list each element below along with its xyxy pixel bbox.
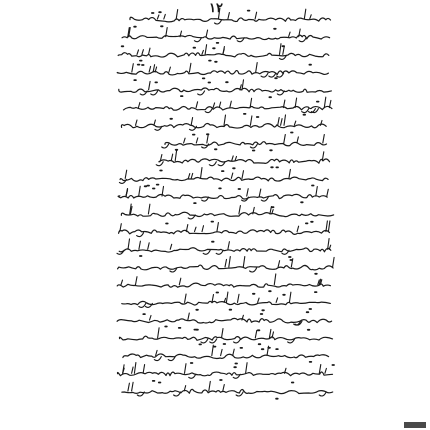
pen-mark: [149, 48, 151, 54]
pen-mark: [136, 120, 138, 125]
handwritten-line: [124, 106, 332, 110]
library-stamp: [404, 422, 426, 428]
pen-mark: [185, 294, 187, 302]
handwritten-line: [119, 248, 331, 252]
pen-mark: [164, 14, 166, 19]
pen-mark: [149, 81, 151, 90]
pen-mark: [191, 173, 193, 178]
pen-mark: [188, 313, 190, 320]
pen-mark: [185, 364, 187, 374]
pen-mark: [222, 329, 224, 338]
pen-mark: [132, 64, 134, 72]
handwritten-line: [121, 212, 333, 216]
pen-mark: [239, 206, 241, 214]
pen-mark: [326, 221, 328, 232]
pen-mark: [156, 162, 163, 166]
pen-mark: [176, 10, 178, 20]
pen-mark: [278, 118, 280, 126]
pen-mark: [171, 154, 173, 161]
pen-mark: [188, 174, 190, 179]
pen-mark: [240, 85, 242, 90]
pen-mark: [158, 328, 160, 338]
pen-mark: [195, 227, 197, 231]
handwritten-line: [159, 159, 330, 164]
pen-mark: [189, 374, 196, 378]
pen-mark: [323, 135, 325, 144]
pen-mark: [134, 363, 136, 374]
pen-mark: [132, 367, 134, 373]
pen-mark: [148, 204, 150, 214]
handwritten-line: [117, 283, 330, 287]
pen-mark: [156, 350, 158, 355]
pen-mark: [247, 189, 249, 196]
pen-mark: [148, 243, 150, 250]
pen-mark: [219, 102, 221, 108]
pen-mark: [143, 365, 145, 374]
pen-mark: [250, 116, 252, 125]
pen-mark: [138, 103, 140, 108]
pen-mark: [234, 339, 241, 343]
pen-mark: [238, 294, 240, 302]
pen-mark: [207, 134, 209, 143]
pen-mark: [128, 239, 130, 249]
handwritten-line: [123, 354, 329, 359]
pen-mark: [232, 156, 234, 161]
pen-mark: [215, 20, 222, 24]
pen-mark: [322, 152, 324, 161]
pen-mark: [125, 170, 127, 178]
pen-mark: [196, 102, 198, 108]
pen-mark: [329, 245, 331, 249]
handwritten-line: [165, 142, 327, 146]
pen-mark: [198, 91, 205, 95]
pen-mark: [230, 101, 232, 107]
pen-mark: [243, 257, 245, 267]
pen-mark: [184, 138, 186, 143]
pen-mark: [128, 383, 129, 391]
pen-mark: [169, 67, 171, 72]
pen-mark: [216, 250, 223, 254]
pen-mark: [139, 241, 141, 249]
pen-mark: [328, 239, 330, 250]
pen-mark: [281, 119, 283, 126]
pen-mark: [284, 135, 286, 144]
pen-mark: [226, 292, 228, 302]
pen-mark: [246, 363, 248, 374]
handwritten-line: [119, 336, 332, 340]
pen-mark: [278, 261, 280, 267]
pen-mark: [121, 280, 123, 285]
pen-mark: [289, 169, 291, 178]
pen-mark: [137, 50, 139, 55]
pen-mark: [250, 268, 257, 272]
pen-mark: [284, 115, 286, 125]
pen-mark: [150, 316, 152, 321]
pen-mark: [202, 226, 204, 232]
pen-mark: [139, 186, 141, 196]
pen-mark: [202, 50, 204, 54]
pen-mark: [289, 292, 291, 302]
pen-mark: [170, 244, 172, 249]
pen-mark: [255, 12, 257, 19]
pen-mark: [229, 257, 231, 267]
pen-mark: [209, 381, 211, 391]
pen-mark: [209, 162, 216, 166]
pen-mark: [132, 382, 134, 391]
pen-mark: [289, 32, 291, 37]
pen-mark: [139, 303, 146, 307]
pen-mark: [179, 278, 181, 285]
pen-mark: [223, 47, 225, 55]
pen-mark: [283, 46, 285, 54]
pen-mark: [328, 221, 330, 232]
pen-mark: [274, 274, 276, 285]
pen-mark: [189, 63, 191, 72]
pen-mark: [299, 38, 306, 42]
pen-mark: [280, 44, 282, 55]
pen-mark: [256, 63, 258, 73]
pen-mark: [259, 189, 261, 196]
pen-mark: [137, 233, 144, 237]
pen-mark: [310, 15, 312, 19]
pen-mark: [217, 223, 219, 232]
pen-mark: [142, 50, 144, 55]
pen-mark: [175, 150, 177, 161]
pen-mark: [196, 138, 198, 143]
handwritten-line: [122, 389, 333, 393]
pen-mark: [205, 45, 207, 55]
pen-mark: [327, 189, 329, 196]
pen-mark: [297, 137, 299, 143]
pen-mark: [319, 392, 326, 396]
pen-mark: [228, 13, 230, 20]
pen-mark: [269, 329, 271, 338]
pen-mark: [255, 330, 256, 338]
pen-mark: [333, 257, 335, 267]
pen-mark: [221, 349, 223, 355]
pen-mark: [228, 242, 230, 250]
pen-mark: [294, 121, 296, 125]
pen-mark: [242, 171, 244, 179]
pen-mark: [136, 277, 138, 285]
pen-mark: [149, 66, 151, 72]
pen-mark: [324, 97, 326, 107]
pen-mark: [186, 225, 188, 232]
pen-mark: [157, 15, 159, 19]
handwritten-line: [117, 372, 332, 376]
pen-mark: [297, 226, 299, 231]
pen-mark: [258, 298, 260, 302]
pen-mark: [223, 385, 225, 392]
pen-mark: [316, 187, 318, 197]
handwritten-line: [120, 177, 328, 181]
pen-mark: [212, 345, 214, 355]
pen-mark: [126, 189, 128, 196]
pen-mark: [206, 30, 208, 37]
pen-mark: [194, 38, 201, 42]
pen-mark: [201, 168, 203, 179]
pen-mark: [325, 368, 327, 373]
pen-mark: [225, 259, 227, 267]
pen-mark: [261, 73, 268, 77]
pen-mark: [329, 100, 331, 107]
pen-mark: [233, 349, 235, 355]
pen-mark: [283, 100, 285, 108]
pen-mark: [304, 9, 306, 19]
page-number: ۱۲: [209, 1, 223, 16]
pen-mark: [154, 120, 156, 125]
pen-mark: [231, 173, 233, 178]
pen-mark: [218, 8, 220, 19]
handwritten-line: [119, 88, 332, 92]
handwritten-line: [130, 17, 331, 22]
handwritten-line: [118, 194, 327, 199]
pen-mark: [269, 73, 276, 77]
pen-mark: [276, 298, 278, 303]
pen-mark: [224, 115, 226, 125]
pen-mark: [213, 103, 215, 108]
pen-mark: [191, 118, 193, 126]
